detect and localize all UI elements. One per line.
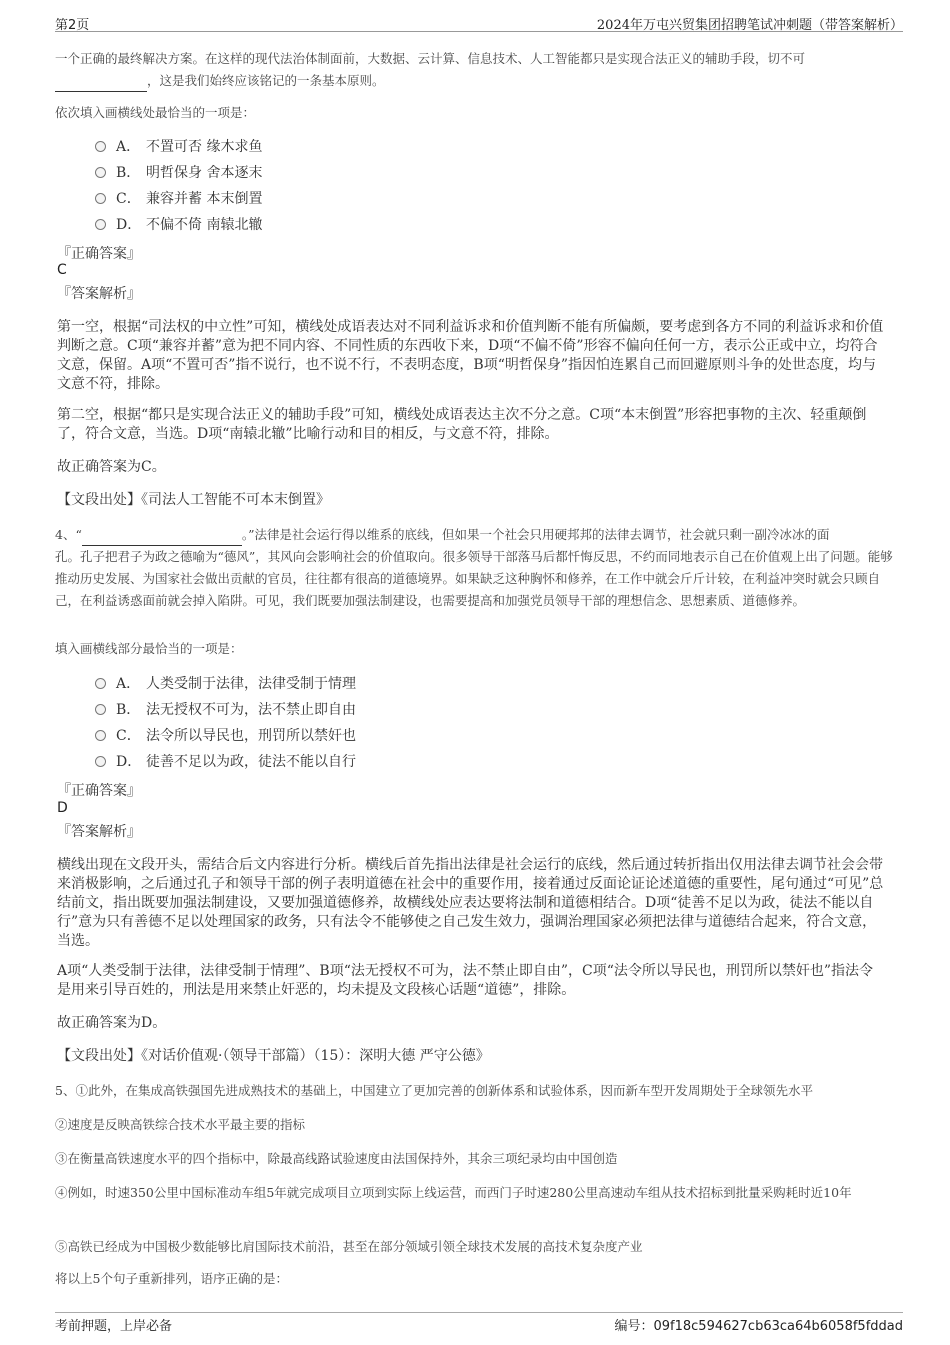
q4-answer: D (57, 800, 68, 816)
q4-option-a[interactable]: A． 人类受制于法律，法律受制于情理 (95, 673, 356, 695)
q3-stem-line2: ，这是我们始终应该铭记的一条基本原则。 (147, 73, 385, 88)
q5-sentence-3: ③在衡量高铁速度水平的四个指标中，除最高线路试验速度由法国保持外，其余三项纪录均由中国创造 (55, 1151, 618, 1166)
q4-source: 【文段出处】《对话价值观·（领导干部篇）（15）：深明大德 严守公德》 (57, 1048, 490, 1064)
document-code (614, 1315, 903, 1334)
q4-conclusion: 故正确答案为D。 (57, 1015, 167, 1031)
q4-answer-label: 『正确答案』 (57, 783, 141, 799)
code-value: 09f18c594627cb63ca64b6058f5fddad (653, 1319, 903, 1334)
q4-prompt: 填入画横线部分最恰当的一项是： (55, 641, 243, 656)
q3-analysis-label: 『答案解析』 (57, 286, 141, 302)
radio-icon[interactable] (95, 704, 106, 715)
radio-icon[interactable] (95, 756, 106, 767)
footer-slogan: 考前押题，上岸必备 (55, 1319, 173, 1334)
q4-number: 4、“ (55, 527, 82, 542)
q4-analysis-p1: 横线出现在文段开头，需结合后文内容进行分析。横线后首先指出法律是社会运行的底线，然后通过转折指出仅用法律去调节社会会带来消极影响，之后通过孔子和领导干部的例子表明道德在社会中的重要作用，接着通过反面论证论述道德的重要性，尾句通过“可见”总结前文，指出既要加强法制建设，又要加强道德修养，故横线处应表达要将法制和道德相结合。D项“徒善不足以为政，徒法不能以自行”意为只有善德不足以处理国家的政务，只有法令不能够使之自己发生效力，强调治理国家必须把法律与道德结合起来，符合文意，当选。 (57, 857, 884, 949)
q3-answer-label: 『正确答案』 (57, 246, 141, 262)
q4-analysis-p2: A项“人类受制于法律，法律受制于情理”、B项“法无授权不可为，法不禁止即自由”，C项“法令所以导民也，刑罚所以禁奸也”指法令是用来引导百姓的，刑法是用来禁止奸恶的，均未提及文段核心话题“道德”，排除。 (57, 963, 874, 998)
q3-fill-blank (55, 78, 147, 92)
radio-icon[interactable] (95, 219, 106, 230)
radio-icon[interactable] (95, 141, 106, 152)
q3-option-c[interactable]: C． 兼容并蓄 本末倒置 (95, 188, 262, 210)
q5-sentence-1: 5、①此外，在集成高铁强国先进成熟技术的基础上，中国建立了更加完善的创新体系和试验体系，因而新车型开发周期处于全球领先水平 (55, 1083, 813, 1098)
q3-stem-line1: 一个正确的最终解决方案。在这样的现代法治体制面前，大数据、云计算、信息技术、人工智能都只是实现合法正义的辅助手段，切不可 (55, 51, 806, 66)
q4-stem-line1: 。”法律是社会运行得以维系的底线，但如果一个社会只用硬邦邦的法律去调节，社会就只剩一副冷冰冰的面 (241, 527, 830, 542)
radio-icon[interactable] (95, 678, 106, 689)
page-number: 第2页 (55, 18, 90, 33)
radio-icon[interactable] (95, 730, 106, 741)
q3-answer: C (57, 262, 67, 278)
q5-sentence-5: ⑤高铁已经成为中国极少数能够比肩国际技术前沿，甚至在部分领域引领全球技术发展的高技术复杂度产业 (55, 1239, 643, 1254)
q4-option-b[interactable]: B． 法无授权不可为，法不禁止即自由 (95, 699, 356, 721)
q3-analysis-p1: 第一空，根据“司法权的中立性”可知，横线处成语表达对不同利益诉求和价值判断不能有所偏颇，要考虑到各方不同的利益诉求和价值判断之意。C项“兼容并蓄”意为把不同内容、不同性质的东西收下来，D项“不偏不倚”形容不偏向任何一方，表示公正或中立，均符合文意，保留。A项“不置可否”指不说行，也不说不行，不表明态度，B项“明哲保身”指因怕连累自己而回避原则斗争的处世态度，均与文意不符，排除。 (57, 319, 884, 392)
q3-prompt: 依次填入画横线处最恰当的一项是： (55, 105, 256, 120)
q5-sentence-2: ②速度是反映高铁综合技术水平最主要的指标 (55, 1117, 306, 1132)
q4-option-d[interactable]: D． 徒善不足以为政，徒法不能以自行 (95, 751, 356, 773)
q5-prompt: 将以上5个句子重新排列，语序正确的是： (55, 1271, 288, 1286)
q4-option-c[interactable]: C． 法令所以导民也，刑罚所以禁奸也 (95, 725, 356, 747)
q4-stem-rest: 孔。孔子把君子为政之德喻为“德风”，其风向会影响社会的价值取向。很多领导干部落马后都忏悔反思，不约而同地表示自己在价值观上出了问题。能够推动历史发展、为国家社会做出贡献的官员，往往都有很高的道德境界。如果缺乏这种胸怀和修养，在工作中就会斤斤计较，在利益冲突时就会只顾自己，在利益诱惑面前就会掉入陷阱。可见，我们既要加强法制建设，也需要提高和加强党员领导干部的理想信念、思想素质、道德修养。 (55, 549, 893, 608)
page-footer (55, 1312, 903, 1336)
q3-source: 【文段出处】《司法人工智能不可本末倒置》 (57, 492, 330, 508)
document-title: 2024年万屯兴贸集团招聘笔试冲刺题（带答案解析） (596, 18, 903, 33)
q4-fill-blank (82, 532, 242, 546)
q3-stem (55, 48, 895, 92)
radio-icon[interactable] (95, 167, 106, 178)
q3-conclusion: 故正确答案为C。 (57, 459, 166, 475)
radio-icon[interactable] (95, 193, 106, 204)
q3-option-d[interactable]: D． 不偏不倚 南辕北辙 (95, 214, 262, 236)
code-label: 编号： (614, 1319, 654, 1334)
q3-analysis-p2: 第二空，根据“都只是实现合法正义的辅助手段”可知，横线处成语表达主次不分之意。C项“本末倒置”形容把事物的主次、轻重颠倒了，符合文意，当选。D项“南辕北辙”比喻行动和目的相反，与文意不符，排除。 (57, 407, 867, 442)
q5-sentence-4: ④例如，时速350公里中国标准动车组5年就完成项目立项到实际上线运营，而西门子时速280公里高速动车组从技术招标到批量采购耗时近10年 (55, 1185, 852, 1200)
q4-stem (55, 524, 895, 612)
q3-option-a[interactable]: A． 不置可否 缘木求鱼 (95, 136, 262, 158)
page-header (55, 12, 903, 32)
q4-analysis-label: 『答案解析』 (57, 824, 141, 840)
q3-option-b[interactable]: B． 明哲保身 舍本逐末 (95, 162, 262, 184)
